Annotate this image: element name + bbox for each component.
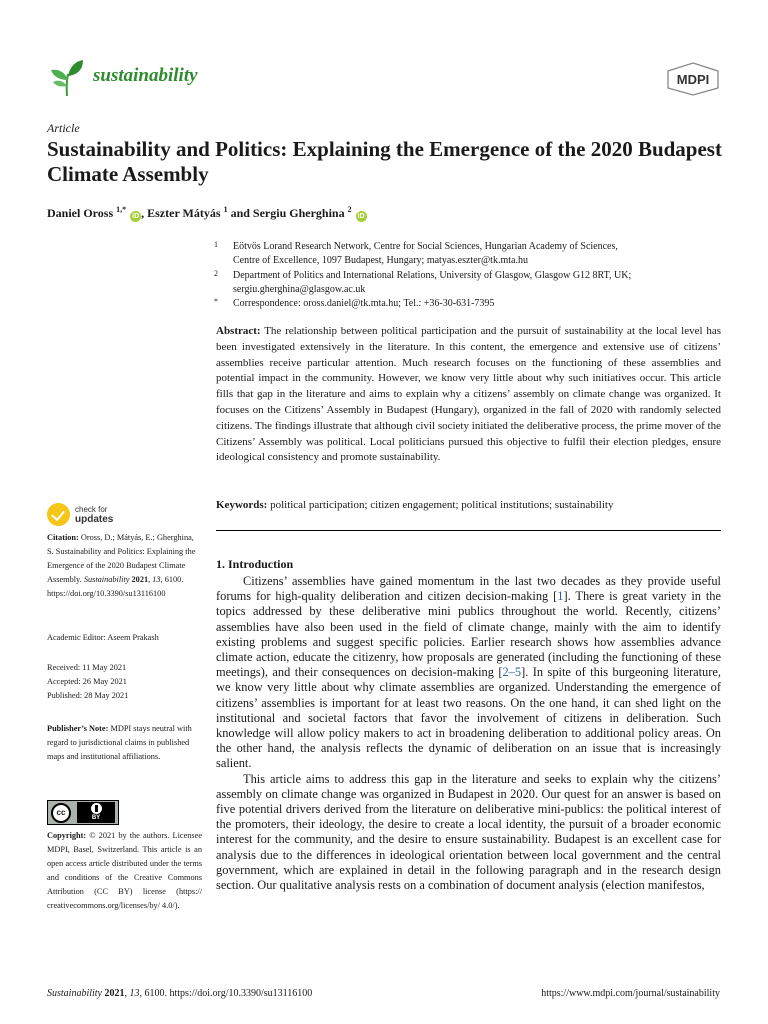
section-heading: 1. Introduction [216,557,294,571]
paragraph-text: Citizens’ assemblies have gained momentum in the last two decades as they provide useful forums for high-quality deliberation and citizen decision-making [ [216,574,721,604]
affiliation-item [214,269,724,298]
copyright-label: Copyright: [47,831,87,840]
citation-text: Oross, D.; Mátyás, E.; Gherghina, S. Sustainability and Politics: Explaining the Emergence of the 2020 Budapest Climate Assembly. [47,533,196,584]
affiliation-line: sergiu.gherghina@glasgow.ac.uk [233,283,366,295]
journal-name: sustainability [93,65,198,86]
page-footer [47,988,720,999]
affiliation-line: Centre of Excellence, 1097 Budapest, Hungary; matyas.eszter@tk.mta.hu [233,255,528,267]
abstract [216,324,721,466]
correspondence-item [214,297,724,311]
affiliation-mark: * [214,297,218,307]
citation-journal: Sustainability [83,575,130,584]
citation-doi[interactable]: , 6100. https://doi.org/10.3390/su13116100 [47,575,184,598]
citation-volume: 13 [152,575,161,584]
author-affil-mark: 1 [223,205,228,214]
reference-link[interactable]: 2–5 [502,665,522,680]
by-attribution-icon [77,802,115,823]
author-separator: , [141,206,148,220]
publisher-note [47,722,202,764]
published-date: Published: 28 May 2021 [47,691,129,700]
copyright-block [47,829,202,913]
copyright-text: © 2021 by the authors. Licensee MDPI, Basel, Switzerland. This article is an open access article distributed under the terms and conditions of the Creative Commons Attribution (CC BY) license (https:// creativecommons.org/licenses/by/ 4.0/). [47,831,203,910]
publisher-note-label: Publisher’s Note: [47,724,109,733]
check-for-updates-button[interactable] [47,503,113,526]
footer-volume: 13 [129,988,140,999]
keywords [216,497,721,513]
keywords-text: political participation; citizen engagement; political institutions; sustainability [270,499,614,511]
paragraph [216,574,721,772]
academic-editor: Academic Editor: Aseem Prakash [47,633,159,642]
author-name[interactable]: Sergiu Gherghina [252,206,345,220]
footer-journal: Sustainability [47,988,102,999]
article-title: Sustainability and Politics: Explaining the Emergence of the 2020 Budapest Climate Assembly [47,137,722,186]
author-name[interactable]: Eszter Mátyás [147,206,221,220]
leaf-icon [47,58,87,98]
affiliation-item [214,240,724,269]
author-separator: and [227,206,253,220]
orcid-icon[interactable]: iD [132,213,140,220]
publication-dates [47,661,202,703]
correspondence-line: Correspondence: oross.daniel@tk.mta.hu; Tel.: +36-30-631-7395 [233,298,495,310]
paragraph-text: ]. In spite of this burgeoning literature, we know very little about why climate assemblies are organized. Understanding the emergence of citizens’ assemblies is important for at least two reasons. On the one hand, it can shed light on the institutional and societal factors that favor the involvement of citizens in deliberation. Such knowledge will allow policy makers to act in broadening deliberation to additional policy areas. On the other hand, the analysis reflects the dynamic of deliberation on an issue that is increasingly salient. [216,665,721,771]
check-updates-line1: check for [75,504,108,514]
received-date: Received: 11 May 2021 [47,663,127,672]
check-updates-label [75,505,113,525]
footer-journal-url[interactable]: https://www.mdpi.com/journal/sustainability [541,988,720,999]
footer-doi[interactable]: , 6100. https://doi.org/10.3390/su13116100 [139,988,313,999]
abstract-text: The relationship between political participation and the pursuit of sustainability at the local level has been investigated extensively in the literature. In this content, the emergence and extensive use of citizens’ assemblies receive particular attention. Much research focuses on the functioning of these assemblies and potential impact in the community. However, we know very little about why such initiatives occur. This article fills that gap in the literature and aims to explain why a citizens’ assembly on climate change was organized. It focuses on the Citizens’ Assembly in Budapest (Hungary), organized in the fall of 2020 with randomly selected citizens. The findings illustrate that although civil society initiated the deliberative process, the prime mover of the Citizens’ Assembly was political. Local politicians pursued this objective to fulfil their election pledges, ensure ideological consistency and promote sustainability. [216,325,721,464]
person-icon [91,803,102,814]
accepted-date: Accepted: 26 May 2021 [47,677,127,686]
checkmark-icon [47,503,70,526]
cc-by-license-badge[interactable] [47,800,119,825]
paragraph-text: ]. There is great variety in the topics addressed by these deliberative mini publics throughout the world. Recently, citizens’ assemblies have also been used in the field of climate change, mainly with the aim to identify existing problems and suggest specific policies. Earlier research shows how assemblies advance climate action, educate the citizenry, how proposals are generated (including the functioning of these meetings), and their consequences on decision-making [ [216,589,721,680]
orcid-icon[interactable]: iD [357,213,365,220]
affiliation-line: Department of Politics and International Relations, University of Glasgow, Glasgow G12 8RT, UK; [233,269,632,281]
citation-label: Citation: [47,533,79,542]
citation-year: 2021 [131,575,149,584]
author-affil-mark: 1,* [116,205,127,214]
article-type: Article [47,121,80,135]
author-name[interactable]: Daniel Oross [47,206,114,220]
abstract-label: Abstract: [216,325,261,337]
footer-citation: Sustainability 2021, 13, 6100. https://doi.org/10.3390/su13116100 [47,988,313,999]
author-affil-mark: 2 [347,205,352,214]
keywords-label: Keywords: [216,499,268,511]
affiliations [214,240,724,311]
publisher-note-text: MDPI stays neutral with regard to jurisdictional claims in published maps and institutional affiliations. [47,724,192,761]
body-text [216,574,721,893]
footer-year: 2021 [104,988,125,999]
affiliation-mark: 2 [214,268,218,278]
check-updates-line2: updates [75,513,114,525]
reference-link[interactable]: 1 [557,589,564,604]
author-list [47,205,367,222]
divider [216,530,721,531]
by-label: BY [91,815,101,821]
paragraph: This article aims to address this gap in the literature and seeks to explain why the citizens’ assembly on climate change was organized in Budapest in 2020. Our quest for an answer is based on five potential drivers derived from the literature on deliberative mini-publics: the political interest of the promoters, their ideology, the desire to create a local identity, the pursuit of a broader economic interest for the community, and the desire to ensure sustainability. Budapest is an excellent case for analysis due to the differences in ideological orientation between local government and the central government, which are explained in detail in the following paragraph and in the research design section. Our qualitative analysis rests on a combination of document analysis (election manifestos, [216,771,721,893]
citation-block: Citation: Oross, D.; Mátyás, E.; Gherghina, S. Sustainability and Politics: Explaining the Emergence of the 2020 Budapest Climate Assembly. Sustainability 2021, 13, 6100. https://doi.org/10.3390/su13116100 [47,533,196,598]
mdpi-logo[interactable] [666,62,720,96]
affiliation-mark: 1 [214,240,218,249]
mdpi-text: MDPI [676,72,710,87]
journal-logo[interactable] [47,58,198,98]
affiliation-line: Eötvös Lorand Research Network, Centre for Social Sciences, Hungarian Academy of Sciences, [233,241,618,252]
cc-icon: cc [51,803,71,823]
